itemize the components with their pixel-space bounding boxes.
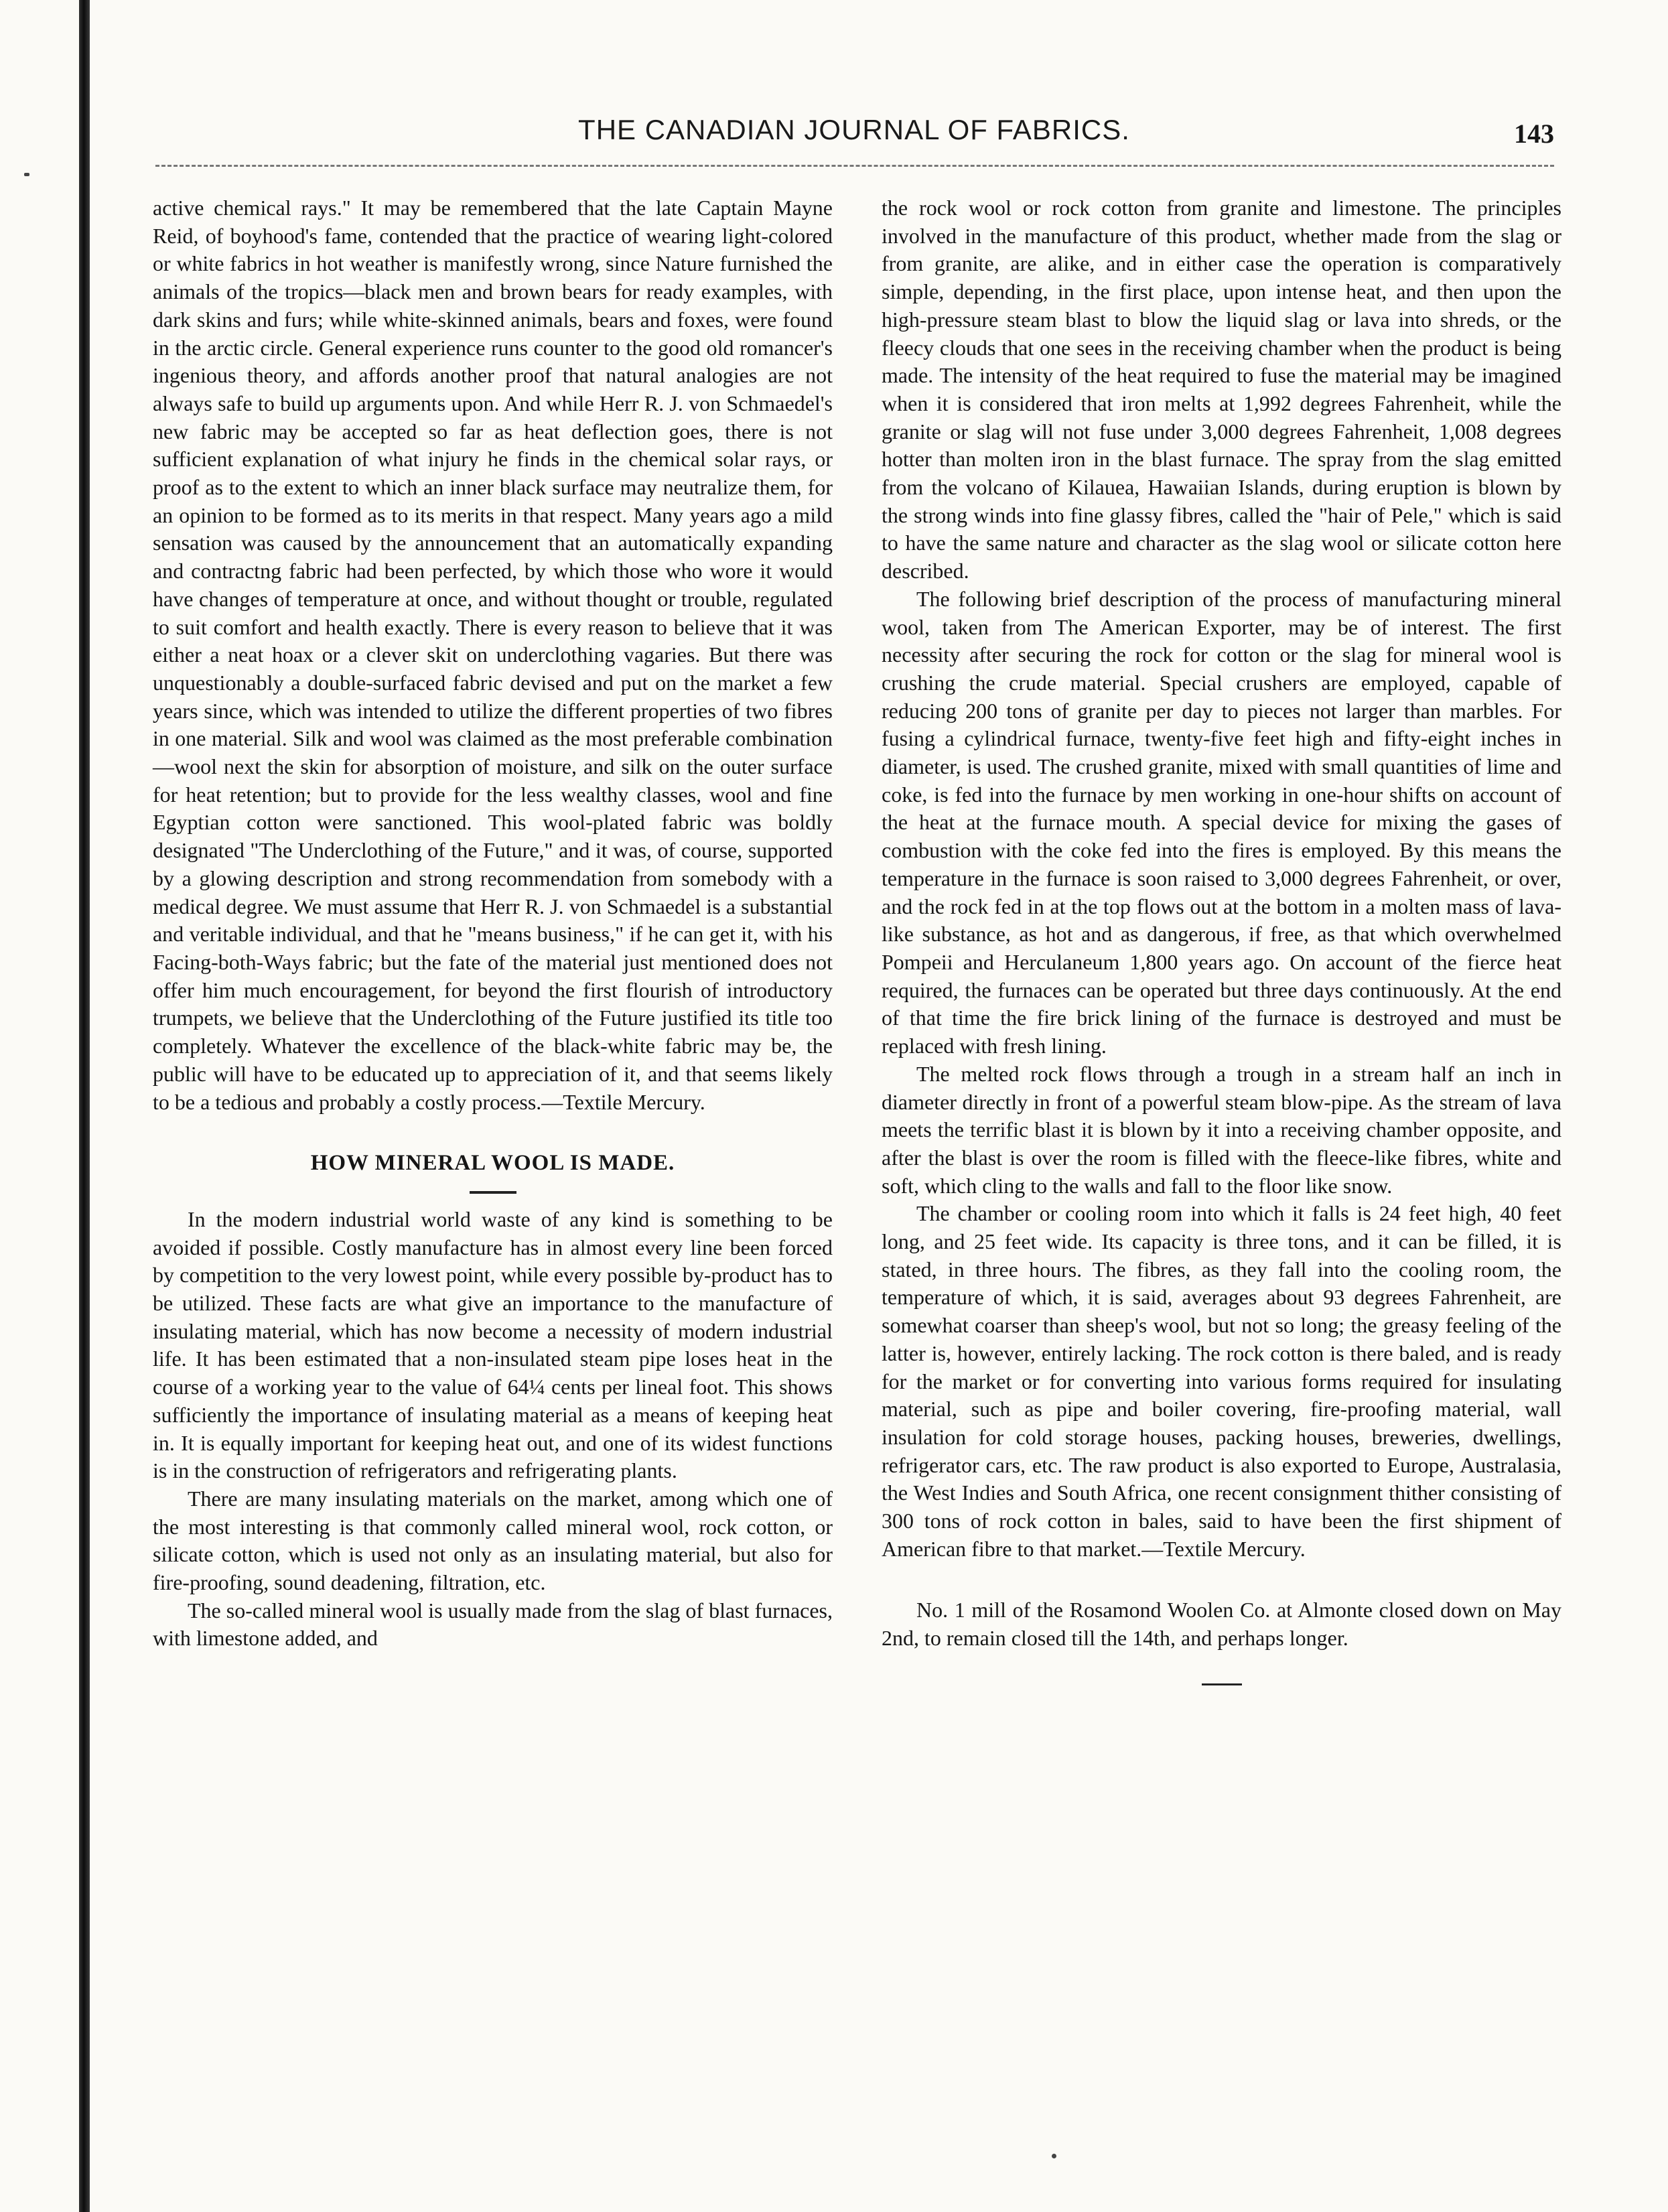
heading-rule: [470, 1191, 516, 1194]
scan-speck: [24, 173, 29, 176]
article-paragraph: The melted rock flows through a trough in a stream half an inch in diameter directly in front of a powerful steam blow-pipe. As the stream of lava meets the terrific blast it is blown by it into a receiving chamber opposite, and after the blast is over the room is filled with the fleece-like fibres, white and soft, which cling to the walls and fall to the floor like snow.: [882, 1061, 1561, 1198]
scan-speck: [1052, 2154, 1056, 2158]
header-rule: [155, 165, 1554, 167]
journal-title: THE CANADIAN JOURNAL OF FABRICS.: [578, 114, 1130, 145]
article-paragraph: There are many insulating materials on the market, among which one of the most interesting is that commonly called mineral wool, rock cotton, or silicate cotton, which is used not only as an insulating material, but also for fire-proofing, sound deadening, filtration, etc.: [153, 1486, 833, 1595]
closing-rule: [1202, 1683, 1242, 1685]
right-column: [882, 194, 1561, 1685]
mill-notice: No. 1 mill of the Rosamond Woolen Co. at Almonte closed down on May 2nd, to remain closed till the 14th, and perhaps longer.: [882, 1598, 1561, 1651]
article-paragraph: In the modern industrial world waste of any kind is something to be avoided if possible. Costly manufacture has in almost every line been forced by competition to the very lowest point, while every possible by-product has to be utilized. These facts are what give an importance to the manufacture of insulating material, which has now become a necessity of modern industrial life. It has been estimated that a non-insulated steam pipe loses heat in the course of a working year to the value of 64¼ cents per lineal foot. This shows sufficiently the importance of insulating material as a means of keeping heat in. It is equally important for keeping heat out, and one of its widest functions is in the construction of refrigerators and refrigerating plants.: [153, 1206, 833, 1483]
article-paragraph: the rock wool or rock cotton from granite and limestone. The principles involved in the manufacture of this product, whether made from the slag or from granite, are alike, and in either case the operation is comparatively simple, depending, in the first place, upon intense heat, and then upon the high-pressure steam blast to blow the liquid slag or lava into shreds, or the fleecy clouds that one sees in the receiving chamber when the product is being made. The intensity of the heat required to fuse the material may be imagined when it is considered that iron melts at 1,992 degrees Fahrenheit, while the granite or slag will not fuse under 3,000 degrees Fahrenheit, 1,008 degrees hotter than molten iron in the blast furnace. The spray from the slag emitted from the volcano of Kilauea, Hawaiian Islands, during eruption is blown by the strong winds into fine glassy fibres, called the "hair of Pele," which is said to have the same nature and character as the slag wool or silicate cotton here described.: [882, 196, 1561, 583]
left-column: [153, 194, 833, 1653]
section-heading: HOW MINERAL WOOL IS MADE.: [310, 1151, 675, 1176]
page-number: 143: [1514, 119, 1554, 149]
article-paragraph: The following brief description of the process of manufacturing mineral wool, taken from The American Exporter, may be of interest. The first necessity after securing the rock for cotton or the slag for mineral wool is crushing the crude material. Special crushers are employed, capable of reducing 200 tons of granite per day to pieces not larger than marbles. For fusing a cylindrical furnace, twenty-five feet high and fifty-eight inches in diameter, is used. The crushed granite, mixed with small quantities of lime and coke, is fed into the furnace by men working in one-hour shifts on account of the heat at the furnace mouth. A special device for mixing the gases of combustion with the coke fed into the fires is employed. By this means the temperature in the furnace is soon raised to 3,000 degrees Fahrenheit, or over, and the rock fed in at the top flows out at the bottom in a molten mass of lava-like substance, as hot and as dangerous, if free, as that which overwhelmed Pompeii and Herculaneum 1,800 years ago. On account of the fierce heat required, the furnaces can be operated but three days continuously. At the end of that time the fire brick lining of the furnace is destroyed and must be replaced with fresh lining.: [882, 586, 1561, 1058]
binding-edge: [79, 0, 90, 2212]
article-paragraph: The so-called mineral wool is usually made from the slag of blast furnaces, with limestone added, and: [153, 1598, 833, 1651]
page-header: [154, 114, 1554, 161]
article-paragraph: active chemical rays." It may be remembered that the late Captain Mayne Reid, of boyhood's fame, contended that the practice of wearing light-colored or white fabrics in hot weather is manifestly wrong, since Nature furnished the animals of the tropics—black men and brown bears for ready examples, with dark skins and furs; while white-skinned animals, bears and foxes, were found in the arctic circle. General experience runs counter to the good old romancer's ingenious theory, and affords another proof that natural analogies are not always safe to build up arguments upon. And while Herr R. J. von Schmaedel's new fabric may be accepted so far as heat deflection goes, there is not sufficient explanation of what injury he finds in the chemical solar rays, or proof as to the extent to which an inner black surface may neutralize them, for an opinion to be formed as to its merits in that respect. Many years ago a mild sensation was caused by the announcement that an automatically expanding and contractng fabric had been perfected, by which those who wore it would have changes of temperature at once, and without thought or trouble, regulated to suit comfort and health exactly. There is every reason to believe that it was either a neat hoax or a clever skit on underclothing vagaries. But there was unquestionably a double-surfaced fabric devised and put on the market a few years since, which was intended to utilize the different properties of two fibres in one material. Silk and wool was claimed as the most preferable combination—wool next the skin for absorption of moisture, and silk on the outer surface for heat retention; but to provide for the less wealthy classes, wool and fine Egyptian cotton were sanctioned. This wool-plated fabric was boldly designated "The Underclothing of the Future," and it was, of course, supported by a glowing description and strong recommendation from somebody with a medical degree. We must assume that Herr R. J. von Schmaedel is a substantial and veritable individual, and that he "means business," if he can get it, with his Facing-both-Ways fabric; but the fate of the material just mentioned does not offer him much encouragement, for beyond the first flourish of introductory trumpets, we believe that the Underclothing of the Future justified its title too completely. Whatever the excellence of the black-white fabric may be, the public will have to be educated up to appreciation of it, and that seems likely to be a tedious and probably a costly process.—Textile Mercury.: [153, 196, 833, 1114]
article-paragraph: The chamber or cooling room into which it falls is 24 feet high, 40 feet long, and 25 feet wide. Its capacity is three tons, and it can be filled, it is stated, in three hours. The fibres, as they fall into the cooling room, the temperature of which, it is said, averages about 93 degrees Fahrenheit, are somewhat coarser than sheep's wool, but not so long; the greasy feeling of the latter is, however, entirely lacking. The rock cotton is there baled, and is ready for the market or for converting into various forms required for insulating material, such as pipe and boiler covering, fire-proofing material, wall insulation for cold storage houses, packing houses, breweries, dwellings, refrigerator cars, etc. The raw product is also exported to Europe, Australasia, the West Indies and South Africa, one recent consignment thither consisting of 300 tons of rock cotton in bales, said to have been the first shipment of American fibre to that market.—Textile Mercury.: [882, 1201, 1561, 1561]
